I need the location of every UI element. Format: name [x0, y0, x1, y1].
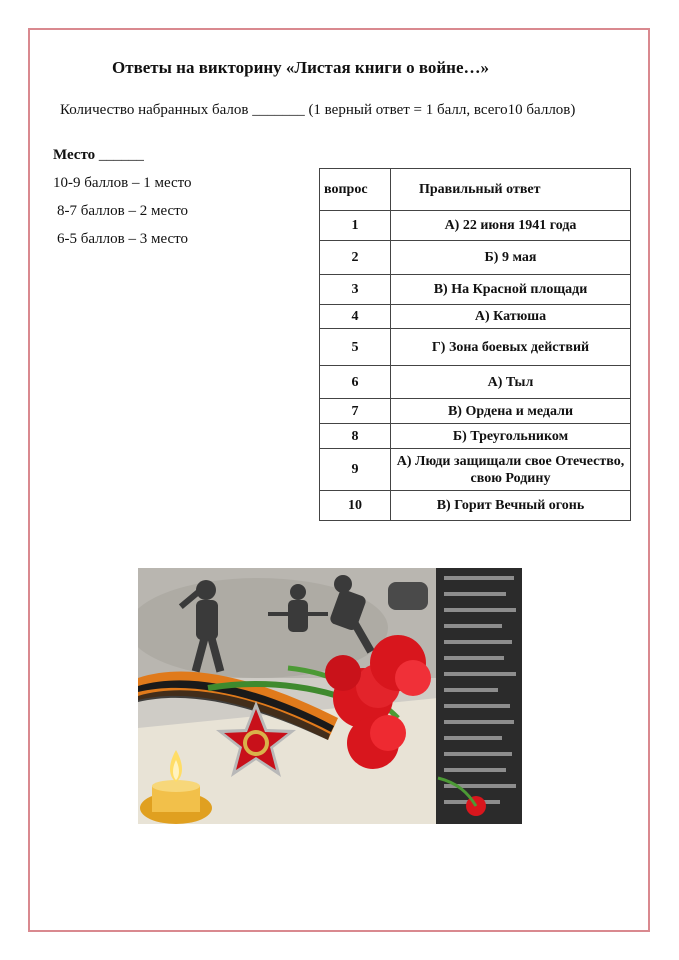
question-number: 6	[320, 366, 391, 399]
table-row	[320, 275, 631, 305]
memorial-wall-icon	[436, 568, 522, 824]
question-number: 7	[320, 399, 391, 424]
answer-text: Б) 9 мая	[391, 241, 631, 275]
question-number: 2	[320, 241, 391, 275]
answer-text: А) Тыл	[391, 366, 631, 399]
place-label-text: Место	[53, 147, 96, 163]
answer-text: А) Люди защищали свое Отечество, свою Родину	[391, 449, 631, 491]
table-row	[320, 491, 631, 521]
place-item-3: 6-5 баллов – 3 место	[57, 231, 189, 247]
table-header-row	[320, 169, 631, 211]
table-row	[320, 305, 631, 329]
answers-table	[319, 168, 631, 521]
answer-text: А) 22 июня 1941 года	[391, 211, 631, 241]
question-number: 1	[320, 211, 391, 241]
answer-text: В) На Красной площади	[391, 275, 631, 305]
question-number: 8	[320, 424, 391, 449]
score-line: Количество набранных балов _______ (1 верный ответ = 1 балл, всего10 баллов)	[60, 102, 576, 118]
answer-text: В) Ордена и медали	[391, 399, 631, 424]
answer-text: А) Катюша	[391, 305, 631, 329]
victory-day-collage-image	[138, 568, 522, 824]
place-label	[53, 147, 144, 164]
question-number: 4	[320, 305, 391, 329]
question-number: 10	[320, 491, 391, 521]
header-question: вопрос	[320, 169, 391, 211]
table-row	[320, 399, 631, 424]
place-item-1: 10-9 баллов – 1 место	[53, 175, 192, 191]
answer-text: Г) Зона боевых действий	[391, 329, 631, 366]
table-row	[320, 366, 631, 399]
answer-text: В) Горит Вечный огонь	[391, 491, 631, 521]
table-row	[320, 241, 631, 275]
answer-text: Б) Треугольником	[391, 424, 631, 449]
page-title: Ответы на викторину «Листая книги о войне…»	[112, 58, 490, 77]
place-blank: ______	[98, 147, 144, 163]
header-answer: Правильный ответ	[391, 169, 631, 211]
place-item-2: 8-7 баллов – 2 место	[57, 203, 189, 219]
question-number: 5	[320, 329, 391, 366]
question-number: 9	[320, 449, 391, 491]
table-row	[320, 211, 631, 241]
table-row	[320, 424, 631, 449]
question-number: 3	[320, 275, 391, 305]
table-row	[320, 449, 631, 491]
table-row	[320, 329, 631, 366]
